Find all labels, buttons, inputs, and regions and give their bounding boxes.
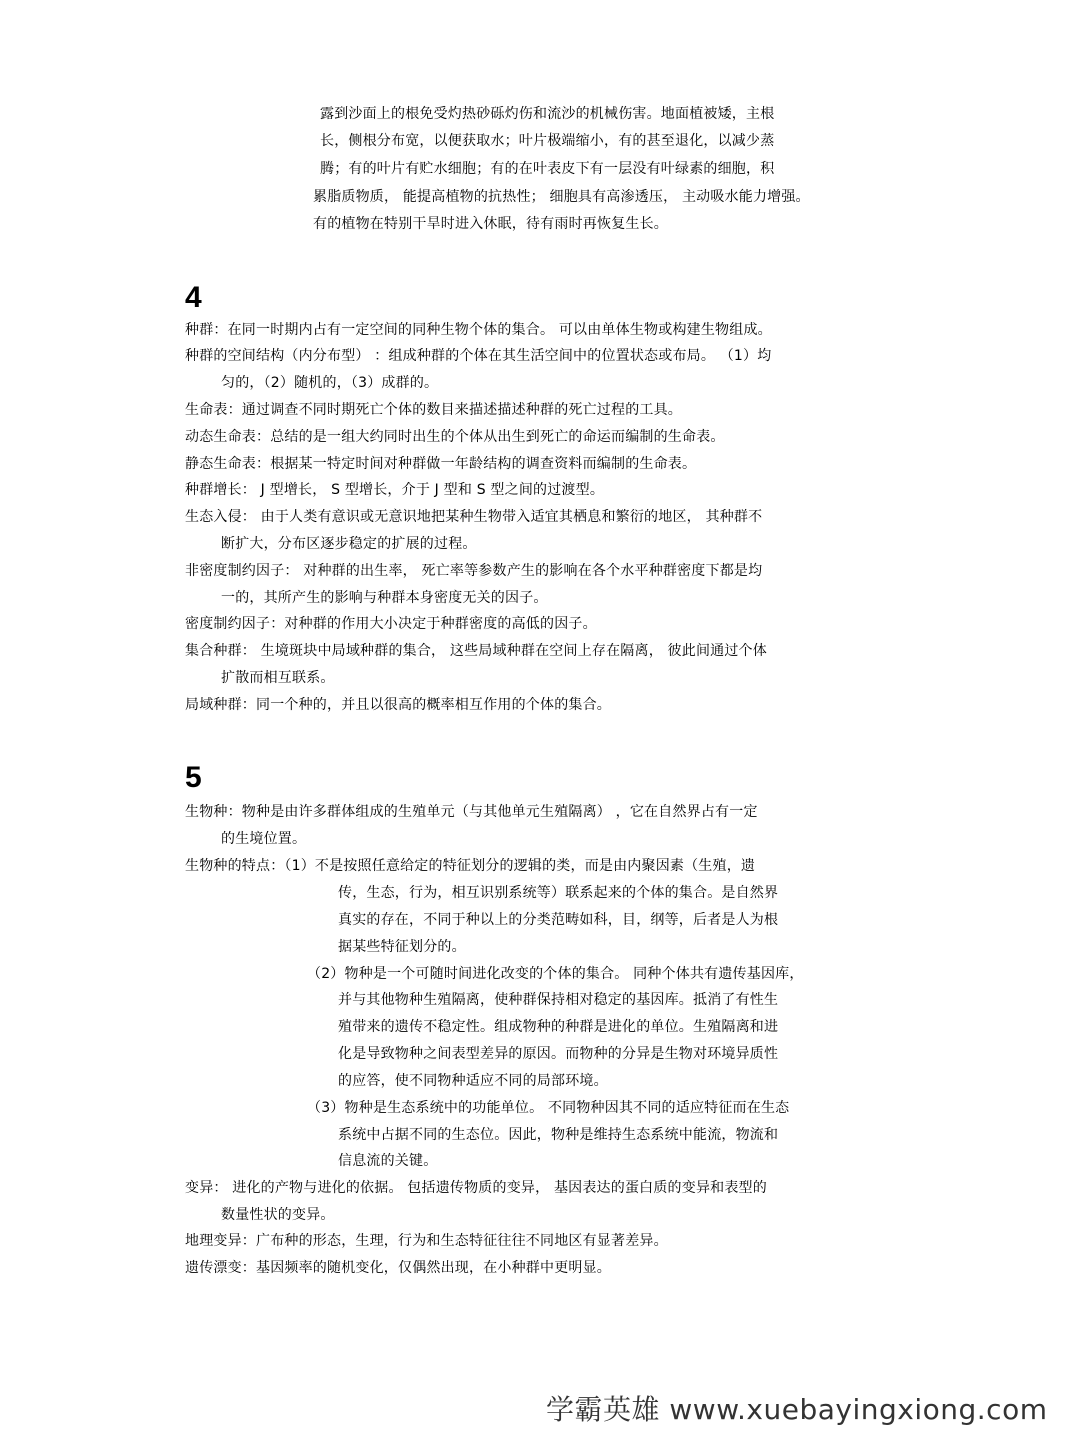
section-5-line: 生物种的特点：（1）不是按照任意给定的特征划分的逻辑的类，而是由内聚因素（生殖，遗: [185, 858, 756, 874]
section-5-line: 化是导致物种之间表型差异的原因。而物种的分异是生物对环境异质性: [338, 1046, 779, 1062]
section-5-line: 遗传漂变：基因频率的随机变化，仅偶然出现，在小种群中更明显。: [185, 1260, 611, 1276]
section-5-line: 真实的存在，不同于种以上的分类范畴如科，目，纲等，后者是人为根: [338, 912, 779, 928]
section-4-line: 静态生命表：根据某一特定时间对种群做一年龄结构的调查资料而编制的生命表。: [185, 456, 697, 472]
section-4-line: 种群增长： J 型增长， S 型增长，介于 J 型和 S 型之间的过渡型。: [185, 482, 605, 498]
section-4-line: 局域种群：同一个种的，并且以很高的概率相互作用的个体的集合。: [185, 697, 611, 713]
section-5-line: 变异： 进化的产物与进化的依据。 包括遗传物质的变异， 基因表达的蛋白质的变异和表型的: [185, 1180, 767, 1196]
section-4-line: 生命表：通过调查不同时期死亡个体的数目来描述描述种群的死亡过程的工具。: [185, 402, 682, 418]
section-5-line: 系统中占据不同的生态位。因此，物种是维持生态系统中能流，物流和: [338, 1127, 779, 1143]
footer-watermark: 学霸英雄 www.xuebayingxiong.com: [546, 1393, 1048, 1426]
section-4-line: 种群：在同一时期内占有一定空间的同种生物个体的集合。 可以由单体生物或构建生物组成。: [185, 322, 772, 338]
section-4-line: 一的，其所产生的影响与种群本身密度无关的因子。: [221, 590, 548, 606]
section-5-line: 地理变异：广布种的形态，生理，行为和生态特征往往不同地区有显著差异。: [185, 1233, 668, 1249]
intro-line-5: 有的植物在特别干旱时进入休眠，待有雨时再恢复生长。: [313, 216, 668, 232]
section-4-line: 断扩大，分布区逐步稳定的扩展的过程。: [221, 536, 477, 552]
section-4-line: 集合种群： 生境斑块中局域种群的集合， 这些局域种群在空间上存在隔离， 彼此间通过个体: [185, 643, 767, 659]
section-5-line: 数量性状的变异。: [221, 1207, 335, 1223]
section-5-line: 生物种：物种是由许多群体组成的生殖单元（与其他单元生殖隔离） ，它在自然界占有一定: [185, 804, 758, 820]
section-5-line: 传，生态，行为，相互识别系统等）联系起来的个体的集合。是自然界: [338, 885, 779, 901]
section-4-line: 生态入侵： 由于人类有意识或无意识地把某种生物带入适宜其栖息和繁衍的地区， 其种群不: [185, 509, 763, 525]
section-4-line: 动态生命表：总结的是一组大约同时出生的个体从出生到死亡的命运而编制的生命表。: [185, 429, 725, 445]
section-5-line: （2）物种是一个可随时间进化改变的个体的集合。 同种个体共有遗传基因库，: [307, 966, 804, 982]
section-5-line: （3）物种是生态系统中的功能单位。 不同物种因其不同的适应特征而在生态: [307, 1100, 790, 1116]
section-4-line: 匀的，（2）随机的，（3）成群的。: [221, 375, 439, 391]
section-5-line: 据某些特征划分的。: [338, 939, 466, 955]
section-4-line: 种群的空间结构（内分布型） ：组成种群的个体在其生活空间中的位置状态或布局。 （1）均: [185, 348, 772, 364]
section-4-line: 密度制约因子：对种群的作用大小决定于种群密度的高低的因子。: [185, 616, 597, 632]
section-5-line: 并与其他物种生殖隔离，使种群保持相对稳定的基因库。抵消了有性生: [338, 992, 779, 1008]
section-5-heading: 5: [185, 761, 202, 794]
section-5-line: 的应答，使不同物种适应不同的局部环境。: [338, 1073, 608, 1089]
intro-line-3: 腾；有的叶片有贮水细胞；有的在叶表皮下有一层没有叶绿素的细胞，积: [320, 161, 775, 177]
intro-line-4: 累脂质物质， 能提高植物的抗热性； 细胞具有高渗透压， 主动吸水能力增强。: [313, 189, 810, 205]
section-5-line: 的生境位置。: [221, 831, 307, 847]
section-4-heading: 4: [185, 281, 202, 314]
intro-line-1: 露到沙面上的根免受灼热砂砾灼伤和流沙的机械伤害。地面植被矮，主根: [320, 106, 775, 122]
section-4-line: 非密度制约因子： 对种群的出生率， 死亡率等参数产生的影响在各个水平种群密度下都是均: [185, 563, 763, 579]
intro-line-2: 长，侧根分布宽，以便获取水；叶片极端缩小，有的甚至退化，以减少蒸: [320, 133, 775, 149]
section-5-line: 信息流的关键。: [338, 1153, 438, 1169]
section-5-line: 殖带来的遗传不稳定性。组成物种的种群是进化的单位。生殖隔离和进: [338, 1019, 779, 1035]
section-4-line: 扩散而相互联系。: [221, 670, 335, 686]
